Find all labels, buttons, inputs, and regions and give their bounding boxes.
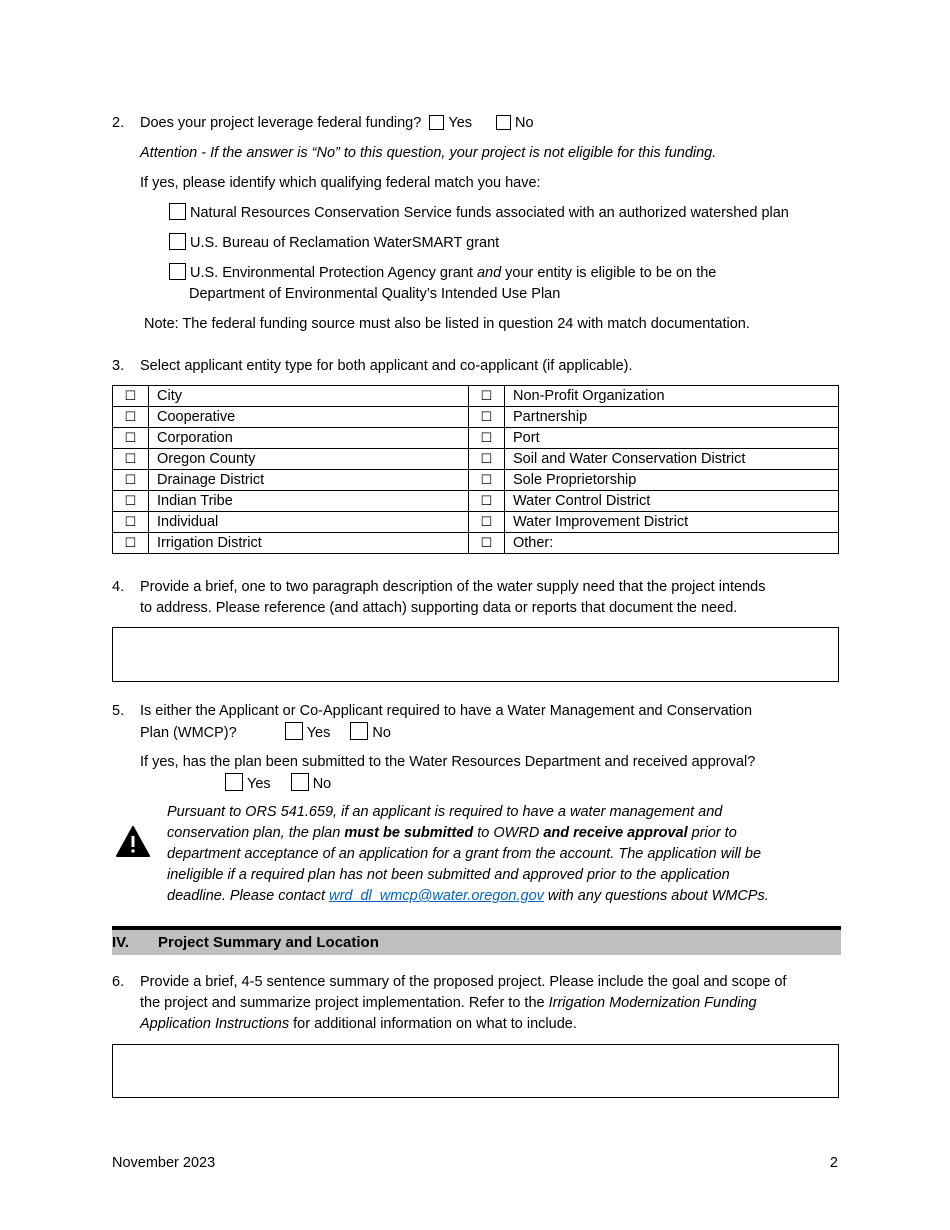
warning-line5 xyxy=(167,886,769,907)
w-l2e: prior to xyxy=(687,825,737,841)
warning-icon xyxy=(116,826,150,858)
entity-checkbox[interactable]: ☐ xyxy=(113,449,149,470)
q2-no-label: No xyxy=(515,115,534,131)
q4-answer-box[interactable] xyxy=(112,627,839,682)
epa-label-b: your entity is eligible to be on the xyxy=(501,265,717,281)
q3-question: Select applicant entity type for both applicant and co-applicant (if applicable). xyxy=(140,358,633,374)
watersmart-checkbox[interactable] xyxy=(169,233,186,250)
footer-date: November 2023 xyxy=(112,1155,216,1171)
entity-label: Water Improvement District xyxy=(505,512,839,533)
q2-no-checkbox[interactable] xyxy=(496,115,511,130)
q3-number: 3. xyxy=(112,358,125,374)
q5-yes-checkbox[interactable] xyxy=(285,722,303,740)
entity-label: Port xyxy=(505,428,839,449)
q5-line1: Is either the Applicant or Co-Applicant required to have a Water Management and Conservation xyxy=(140,703,753,719)
q5-number: 5. xyxy=(112,703,125,719)
entity-label: Oregon County xyxy=(149,449,469,470)
entity-checkbox[interactable]: ☐ xyxy=(469,407,505,428)
q2-if-yes: If yes, please identify which qualifying federal match you have: xyxy=(140,175,541,191)
epa-label-a: U.S. Environmental Protection Agency grant xyxy=(190,265,477,281)
section-title: Project Summary and Location xyxy=(158,934,379,951)
entity-checkbox[interactable]: ☐ xyxy=(113,428,149,449)
q2-question: Does your project leverage federal funding? xyxy=(140,115,422,131)
entity-label: Other: xyxy=(505,533,839,554)
entity-checkbox[interactable]: ☐ xyxy=(113,386,149,407)
entity-checkbox[interactable]: ☐ xyxy=(469,491,505,512)
q6-line1: Provide a brief, 4-5 sentence summary of the proposed project. Please include the goal and scope of xyxy=(140,974,787,990)
entity-checkbox[interactable]: ☐ xyxy=(113,533,149,554)
q4-line2: to address. Please reference (and attach) supporting data or reports that document the need. xyxy=(140,600,738,616)
q6-line3a: Application Instructions xyxy=(140,1016,290,1032)
w-l2a: conservation plan, the plan xyxy=(167,825,345,841)
watersmart-label: U.S. Bureau of Reclamation WaterSMART grant xyxy=(190,235,500,251)
w-l5a: deadline. Please contact xyxy=(167,888,330,904)
w-l2c: to OWRD xyxy=(473,825,544,841)
entity-row xyxy=(113,512,839,533)
q5-followup-yes-checkbox[interactable] xyxy=(225,773,243,791)
q4-line1: Provide a brief, one to two paragraph description of the water supply need that the project intends xyxy=(140,579,766,595)
epa-label-line2: Department of Environmental Quality’s Intended Use Plan xyxy=(189,286,561,302)
entity-checkbox[interactable]: ☐ xyxy=(469,470,505,491)
entity-label: Soil and Water Conservation District xyxy=(505,449,839,470)
q2-option-nrcs xyxy=(169,203,789,224)
q2-yes-label: Yes xyxy=(448,115,473,131)
entity-checkbox[interactable]: ☐ xyxy=(469,449,505,470)
section-iv-header xyxy=(112,926,841,955)
entity-row xyxy=(113,491,839,512)
entity-checkbox[interactable]: ☐ xyxy=(469,512,505,533)
entity-type-table xyxy=(112,385,839,554)
entity-row xyxy=(113,407,839,428)
epa-label-and: and xyxy=(476,265,502,281)
q2-yes-checkbox[interactable] xyxy=(429,115,444,130)
q2-option-watersmart xyxy=(169,233,499,254)
section-numeral: IV. xyxy=(112,934,129,951)
entity-label: Corporation xyxy=(149,428,469,449)
nrcs-checkbox[interactable] xyxy=(169,203,186,220)
entity-label: Cooperative xyxy=(149,407,469,428)
entity-row xyxy=(113,533,839,554)
entity-checkbox[interactable]: ☐ xyxy=(469,428,505,449)
warning-line1: Pursuant to ORS 541.659, if an applicant is required to have a water management and xyxy=(167,804,723,820)
q6-answer-box[interactable] xyxy=(112,1044,839,1098)
entity-checkbox[interactable]: ☐ xyxy=(469,386,505,407)
q5-no-checkbox[interactable] xyxy=(350,722,368,740)
q6-line2b: Irrigation Modernization Funding xyxy=(548,995,757,1011)
q5-line2-text: Plan (WMCP)? xyxy=(140,725,237,741)
entity-checkbox[interactable]: ☐ xyxy=(113,470,149,491)
entity-checkbox[interactable]: ☐ xyxy=(469,533,505,554)
entity-checkbox[interactable]: ☐ xyxy=(113,512,149,533)
footer-page-number: 2 xyxy=(829,1155,838,1171)
q6-line2 xyxy=(140,993,757,1014)
warning-line3: department acceptance of an application for a grant from the account. The application will be xyxy=(167,846,762,862)
q5-followup: If yes, has the plan been submitted to the Water Resources Department and received approval? xyxy=(140,754,756,770)
q6-line2a: the project and summarize project implementation. Refer to the xyxy=(140,995,549,1011)
epa-checkbox[interactable] xyxy=(169,263,186,280)
entity-label: Water Control District xyxy=(505,491,839,512)
w-l5b: with any questions about WMCPs. xyxy=(543,888,769,904)
q5-followup-no-checkbox[interactable] xyxy=(291,773,309,791)
q5-yes-label: Yes xyxy=(306,725,331,741)
q5-followup-options xyxy=(225,773,331,795)
w-l2d: and receive approval xyxy=(543,825,688,841)
entity-label: Irrigation District xyxy=(149,533,469,554)
q2-question-line xyxy=(140,113,534,134)
q4-number: 4. xyxy=(112,579,125,595)
w-l2b: must be submitted xyxy=(344,825,474,841)
entity-row xyxy=(113,428,839,449)
entity-label: City xyxy=(149,386,469,407)
entity-label: Indian Tribe xyxy=(149,491,469,512)
entity-checkbox[interactable]: ☐ xyxy=(113,407,149,428)
nrcs-label: Natural Resources Conservation Service funds associated with an authorized watershed plan xyxy=(190,205,789,221)
wmcp-email-link[interactable]: wrd_dl_wmcp@water.oregon.gov xyxy=(329,888,544,904)
q6-number: 6. xyxy=(112,974,125,990)
warning-line4: ineligible if a required plan has not been submitted and approved prior to the application xyxy=(167,867,730,883)
entity-label: Drainage District xyxy=(149,470,469,491)
q5-no-label: No xyxy=(372,725,391,741)
q6-line3 xyxy=(140,1014,577,1035)
warning-line2 xyxy=(167,823,737,844)
q2-attention: Attention - If the answer is “No” to this question, your project is not eligible for this funding. xyxy=(140,145,717,161)
entity-row xyxy=(113,386,839,407)
q5-followup-no-label: No xyxy=(312,776,332,792)
entity-row xyxy=(113,449,839,470)
q2-option-epa xyxy=(169,263,716,284)
entity-row xyxy=(113,470,839,491)
entity-label: Individual xyxy=(149,512,469,533)
q5-line2 xyxy=(140,722,391,744)
q5-followup-yes-label: Yes xyxy=(247,776,271,792)
q2-number: 2. xyxy=(112,115,125,131)
entity-label: Sole Proprietorship xyxy=(505,470,839,491)
entity-label: Partnership xyxy=(505,407,839,428)
entity-label: Non-Profit Organization xyxy=(505,386,839,407)
q6-line3b: for additional information on what to include. xyxy=(289,1016,577,1032)
q2-note: Note: The federal funding source must also be listed in question 24 with match documentation. xyxy=(144,316,750,332)
entity-checkbox[interactable]: ☐ xyxy=(113,491,149,512)
